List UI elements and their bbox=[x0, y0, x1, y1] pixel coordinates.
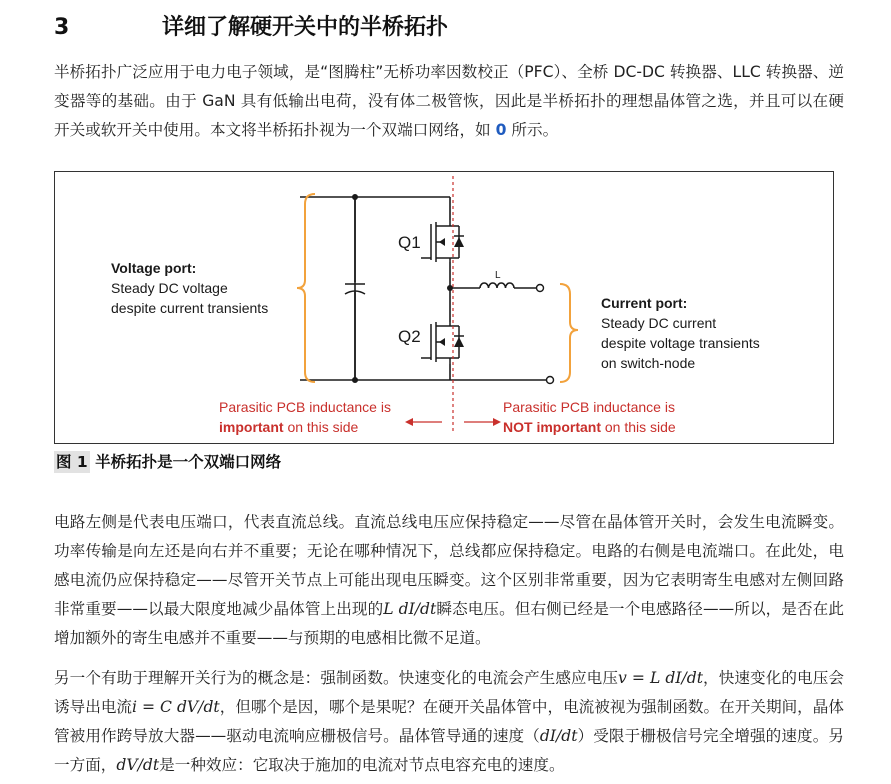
current-port-line3: on switch-node bbox=[601, 355, 696, 371]
junction-dots bbox=[352, 194, 453, 383]
left-note-bold: important bbox=[219, 419, 284, 435]
ports-text-1: 电路左侧是代表电压端口，代表直流总线。直流总线电压应保持稳定——尽管在晶体管开关时，会发生电流瞬变。功率传输是向左还是向右并不重要；无论在哪种情况下，总线都应保持稳定。电路的右侧是电流端口。在此处，电感电流仍应保持稳定——尽管开关节点上可能出现电压瞬变。这个区别非常重要，因为它表明寄生电感对左侧回路非常重要——以最大限度地减少晶体管上出现的 bbox=[54, 513, 844, 618]
section-title: 详细了解硬开关中的半桥拓扑 bbox=[162, 15, 449, 40]
forcing-text-3: ，但哪个是因，哪个是果呢？在硬开关晶体管中，电流被视为强制函数。在开关期间，晶体管被用作跨导放大器——驱动电流响应栅极信号。晶体管导通的速度（ bbox=[54, 698, 844, 745]
section-heading bbox=[54, 10, 448, 41]
q2-diode-icon bbox=[454, 337, 464, 347]
voltage-port-title: Voltage port: bbox=[111, 260, 197, 276]
intro-text-end: 所示。 bbox=[506, 121, 559, 139]
forcing-math-voltage: v = L dI/dt bbox=[618, 669, 703, 687]
left-note-rest: on this side bbox=[283, 419, 359, 435]
left-arrow-icon bbox=[405, 418, 413, 426]
left-note-line1: Parasitic PCB inductance is bbox=[219, 399, 391, 415]
right-note-rest: on this side bbox=[601, 419, 676, 435]
current-port-line2: despite voltage transients bbox=[601, 335, 760, 351]
left-note-line2 bbox=[219, 419, 358, 435]
current-port-line1: Steady DC current bbox=[601, 315, 717, 331]
q1-arrow-icon bbox=[439, 238, 445, 246]
q2-arrow-icon bbox=[439, 338, 445, 346]
forcing-math-dvdt: dV/dt bbox=[116, 756, 160, 774]
voltage-port-line1: Steady DC voltage bbox=[111, 280, 228, 296]
figure-caption bbox=[54, 450, 281, 472]
q1-label: Q1 bbox=[398, 233, 421, 252]
q2-label: Q2 bbox=[398, 327, 421, 346]
current-port-title: Current port: bbox=[601, 295, 688, 311]
intro-paragraph bbox=[54, 58, 844, 145]
figure-caption-label: 图 1 bbox=[56, 453, 88, 471]
circuit-wires bbox=[300, 197, 547, 380]
half-bridge-diagram bbox=[55, 172, 833, 443]
right-note-line1: Parasitic PCB inductance is bbox=[503, 399, 675, 415]
ports-math-ldidt: L dI/dt bbox=[383, 600, 437, 618]
q1-diode-icon bbox=[454, 237, 464, 247]
right-note-bold: NOT important bbox=[503, 419, 601, 435]
figure-reference-link[interactable]: 0 bbox=[495, 121, 507, 139]
forcing-function-paragraph bbox=[54, 664, 844, 780]
half-bridge-figure bbox=[54, 171, 834, 444]
intro-text: 半桥拓扑广泛应用于电力电子领域，是“图腾柱”无桥功率因数校正（PFC）、全桥 DC-DC 转换器、LLC 转换器、逆变器等的基础。由于 GaN 具有低输出电荷，没有体二极管恢，因此是半桥拓扑的理想晶体管之选，并且可以在硬开关或软开关中使用。本文将半桥拓扑视为一个双端口网络，如 bbox=[54, 63, 844, 139]
terminals bbox=[537, 285, 554, 384]
forcing-math-current: i = C dV/dt bbox=[132, 698, 220, 716]
ports-paragraph bbox=[54, 508, 844, 653]
voltage-port-bracket bbox=[297, 194, 315, 382]
current-port-bracket bbox=[560, 284, 578, 382]
forcing-text-1: 另一个有助于理解开关行为的概念是：强制函数。快速变化的电流会产生感应电压 bbox=[54, 669, 619, 687]
forcing-math-didt: dI/dt bbox=[539, 727, 578, 745]
figure-caption-text: 半桥拓扑是一个双端口网络 bbox=[89, 453, 282, 471]
inductor-label: L bbox=[495, 270, 501, 281]
ports-text-2: 瞬态电压。但右侧已经是一个电感路径——所以，是否在此增加额外的寄生电感并不重要——与预期的电感相比微不足道。 bbox=[54, 600, 844, 647]
right-arrow-icon bbox=[493, 418, 501, 426]
inductor-coil bbox=[480, 283, 514, 288]
section-number: 3 bbox=[54, 15, 70, 40]
right-note-line2 bbox=[503, 419, 676, 435]
forcing-text-5: 是一种效应：它取决于施加的电流对节点电容充电的速度。 bbox=[159, 756, 565, 774]
voltage-port-line2: despite current transients bbox=[111, 300, 269, 316]
forcing-text-4: ）受限于栅极信号完全增强的速度。另一方面， bbox=[54, 727, 844, 774]
forcing-text-2: ，快速变化的电压会诱导出电流 bbox=[54, 669, 844, 716]
